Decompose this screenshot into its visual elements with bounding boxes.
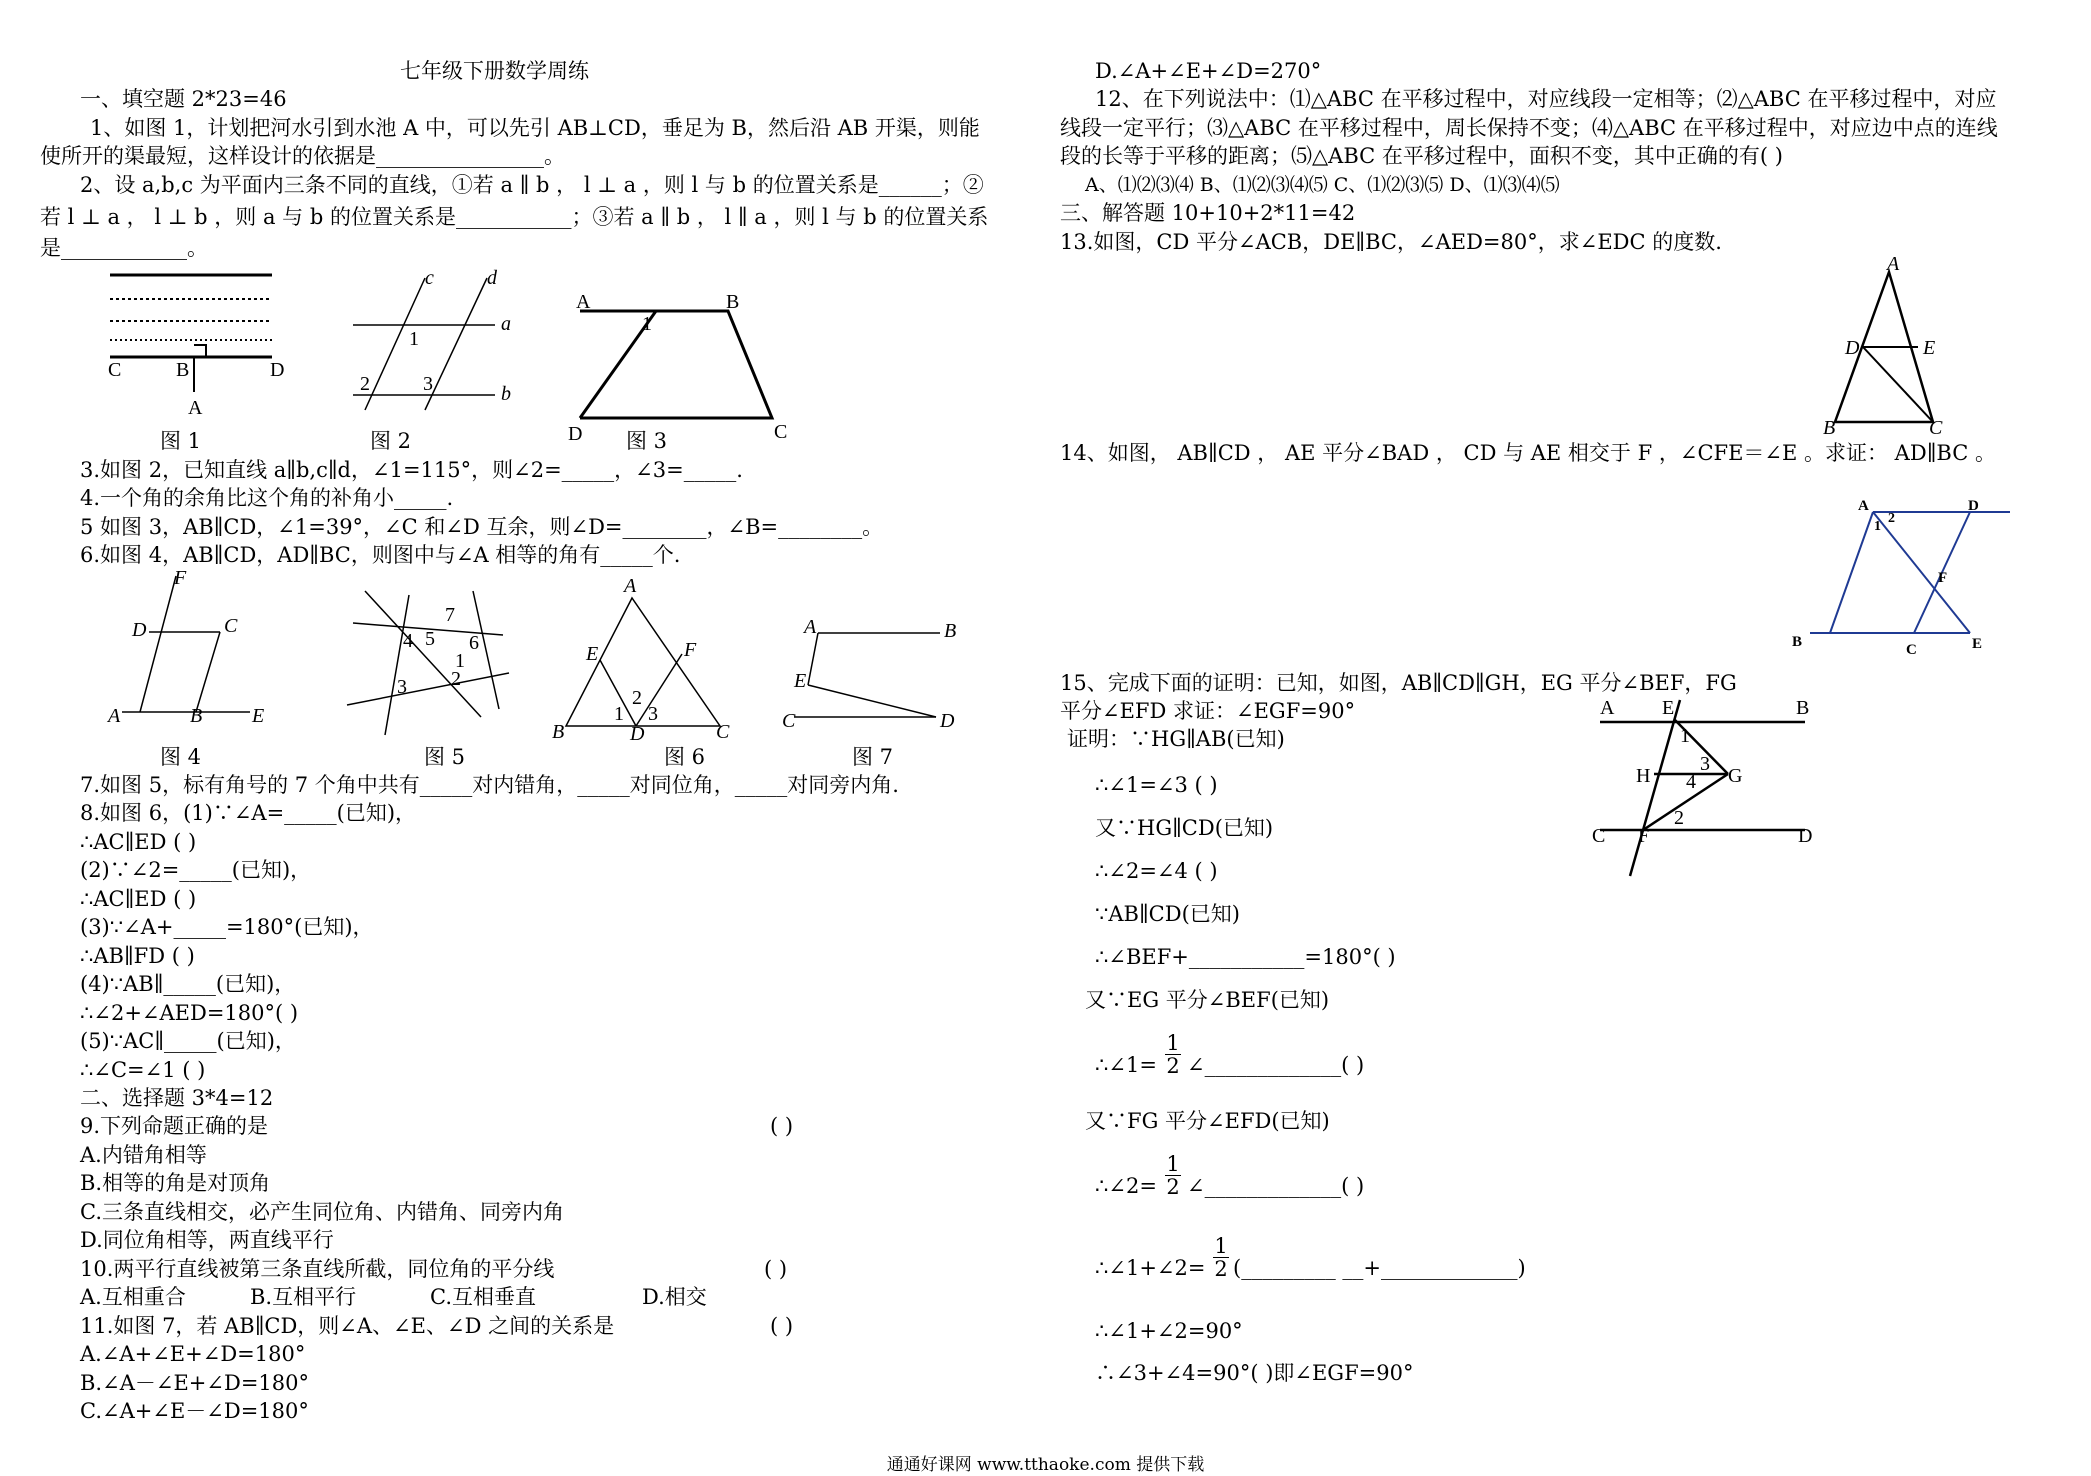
svg-text:2: 2 — [632, 687, 642, 709]
proof-line-11-lead: ∴∠1+∠2= — [1095, 1256, 1206, 1280]
question-10-option-b: B.互相平行 — [250, 1285, 357, 1309]
svg-text:C: C — [224, 615, 238, 637]
svg-text:H: H — [1636, 765, 1651, 787]
svg-text:b: b — [501, 383, 511, 405]
svg-text:E: E — [1923, 337, 1936, 359]
svg-text:1: 1 — [455, 650, 465, 672]
svg-text:B: B — [190, 705, 203, 727]
svg-text:2: 2 — [1888, 511, 1895, 526]
svg-text:C: C — [1592, 825, 1606, 847]
figure-2 — [345, 267, 545, 420]
svg-text:A: A — [624, 575, 637, 597]
proof-line-10-tail: ∠_____________( ) — [1187, 1174, 1365, 1198]
svg-text:C: C — [1906, 642, 1917, 658]
svg-text:3: 3 — [423, 373, 433, 395]
question-10-answer-paren: ( ) — [764, 1257, 788, 1281]
question-8-line-7: (4)∵AB∥_____(已知)， — [80, 972, 296, 996]
proof-line-11-tail: (_________ __+_____________) — [1233, 1256, 1526, 1280]
svg-text:A: A — [576, 291, 591, 313]
svg-text:A: A — [1858, 498, 1869, 514]
section-1-heading: 一、填空题 2*23=46 — [80, 87, 287, 111]
question-9-answer-paren: ( ) — [770, 1114, 794, 1138]
svg-text:2: 2 — [451, 668, 461, 690]
svg-text:F: F — [174, 567, 187, 589]
svg-text:4: 4 — [1686, 771, 1696, 793]
half-fraction-2-numerator: 1 — [1166, 1152, 1180, 1176]
proof-line-8-tail: ∠_____________( ) — [1187, 1053, 1365, 1077]
svg-text:c: c — [425, 267, 434, 289]
proof-line-8-lead: ∴∠1= — [1095, 1053, 1157, 1077]
svg-text:1: 1 — [409, 328, 419, 350]
question-8-line-8: ∴∠2+∠AED=180°( ) — [80, 1001, 299, 1025]
half-fraction-3 — [1213, 1235, 1229, 1280]
svg-text:2: 2 — [1674, 807, 1684, 829]
svg-text:C: C — [716, 721, 730, 743]
svg-text:G: G — [1728, 765, 1743, 787]
half-fraction-1-denominator: 2 — [1166, 1054, 1180, 1078]
svg-text:2: 2 — [360, 373, 370, 395]
svg-text:C: C — [782, 710, 796, 732]
figure-5-caption: 图 5 — [424, 745, 466, 769]
question-9: 9.下列命题正确的是 — [80, 1114, 269, 1138]
question-5: 5 如图 3，AB∥CD，∠1=39°，∠C 和∠D 互余，则∠D=________，∠B=________。 — [80, 515, 884, 539]
svg-text:1: 1 — [642, 313, 652, 335]
svg-text:A: A — [108, 705, 121, 727]
svg-text:1: 1 — [614, 703, 624, 725]
figure-4 — [100, 567, 280, 732]
question-11: 11.如图 7，若 AB∥CD，则∠A、∠E、∠D 之间的关系是 — [80, 1314, 615, 1338]
svg-text:B: B — [726, 291, 740, 313]
svg-text:F: F — [684, 639, 697, 661]
question-9-option-c: C.三条直线相交，必产生同位角、内错角、同旁内角 — [80, 1200, 564, 1224]
svg-text:5: 5 — [425, 628, 435, 650]
svg-text:3: 3 — [648, 703, 658, 725]
question-8-line-9: (5)∵AC∥_____(已知)， — [80, 1029, 296, 1053]
question-9-option-a: A.内错角相等 — [80, 1143, 207, 1167]
proof-line-5: ∵AB∥CD(已知) — [1095, 902, 1240, 926]
svg-text:B: B — [944, 620, 957, 642]
question-3: 3.如图 2，已知直线 a∥b,c∥d，∠1=115°，则∠2=_____，∠3=_____. — [80, 458, 743, 482]
svg-text:d: d — [487, 267, 497, 289]
question-8-line-6: ∴AB∥FD ( ) — [80, 944, 195, 968]
question-11-option-b: B.∠A－∠E+∠D=180° — [80, 1371, 310, 1395]
svg-text:3: 3 — [397, 676, 407, 698]
question-9-option-b: B.相等的角是对顶角 — [80, 1171, 271, 1195]
figure-2-caption: 图 2 — [370, 429, 412, 453]
svg-text:D: D — [568, 423, 583, 445]
svg-text:C: C — [108, 359, 122, 381]
half-fraction-3-numerator: 1 — [1214, 1234, 1228, 1258]
question-1-line-1: 1、如图 1，计划把河水引到水池 A 中，可以先引 AB⊥CD，垂足为 B，然后沿 AB 开渠，则能 — [90, 116, 980, 140]
question-11-option-d: D.∠A+∠E+∠D=270° — [1095, 59, 1322, 83]
section-2-heading: 二、选择题 3*4=12 — [80, 1086, 274, 1110]
question-2-line-2: 若 l ⊥ a ， l ⊥ b ，则 a 与 b 的位置关系是___________；③若 a ∥ b ， l ∥ a ，则 l 与 b 的位置关系 — [40, 205, 989, 229]
figure-7-caption: 图 7 — [852, 745, 894, 769]
svg-text:E: E — [1662, 697, 1675, 719]
question-12-options: A、⑴⑵⑶⑷ B、⑴⑵⑶⑷⑸ C、⑴⑵⑶⑸ D、⑴⑶⑷⑸ — [1085, 174, 1560, 196]
svg-text:F: F — [1938, 570, 1948, 586]
svg-text:6: 6 — [469, 632, 479, 654]
half-fraction-3-denominator: 2 — [1214, 1257, 1228, 1281]
question-8-line-5: (3)∵∠A+_____=180°(已知)， — [80, 915, 374, 939]
question-14: 14、如图， AB∥CD ， AE 平分∠BAD ， CD 与 AE 相交于 F ，∠CFE＝∠E 。求证： AD∥BC 。 — [1060, 441, 1996, 465]
svg-text:D: D — [270, 359, 285, 381]
proof-line-2: ∴∠1=∠3 ( ) — [1095, 773, 1218, 797]
svg-text:7: 7 — [445, 604, 455, 626]
question-11-option-c: C.∠A+∠E－∠D=180° — [80, 1399, 309, 1423]
question-7: 7.如图 5，标有角号的 7 个角中共有_____对内错角，_____对同位角，_____对同旁内角. — [80, 773, 899, 797]
proof-line-3: 又∵HG∥CD(已知) — [1095, 816, 1274, 840]
question-4: 4.一个角的余角比这个角的补角小_____. — [80, 486, 454, 510]
svg-text:1: 1 — [1680, 725, 1690, 747]
svg-text:B: B — [176, 359, 190, 381]
svg-text:E: E — [1972, 636, 1983, 652]
half-fraction-1 — [1165, 1032, 1181, 1077]
svg-text:C: C — [774, 421, 788, 443]
proof-line-1: 证明：∵HG∥AB(已知) — [1067, 727, 1285, 751]
question-2-line-1: 2、设 a,b,c 为平面内三条不同的直线，①若 a ∥ b ， l ⊥ a ，则 l 与 b 的位置关系是______；② — [80, 173, 984, 197]
question-8-line-1: 8.如图 6，(1)∵∠A=_____(已知)， — [80, 801, 417, 825]
question-8-line-3: (2)∵∠2=_____(已知)， — [80, 858, 312, 882]
question-9-option-d: D.同位角相等，两直线平行 — [80, 1228, 334, 1252]
svg-text:B: B — [1796, 697, 1810, 719]
question-8-line-10: ∴∠C=∠1 ( ) — [80, 1058, 206, 1082]
svg-text:D: D — [1798, 825, 1813, 847]
svg-text:A: A — [1887, 253, 1900, 275]
figure-3-caption: 图 3 — [626, 429, 668, 453]
question-8-line-2: ∴AC∥ED ( ) — [80, 830, 197, 854]
svg-text:A: A — [804, 616, 817, 638]
svg-text:3: 3 — [1700, 753, 1710, 775]
svg-text:1: 1 — [1874, 519, 1881, 534]
question-15-line-2: 平分∠EFD 求证：∠EGF=90° — [1060, 699, 1356, 723]
question-11-answer-paren: ( ) — [770, 1314, 794, 1338]
page-title: 七年级下册数学周练 — [400, 59, 589, 83]
figure-6 — [548, 575, 730, 745]
svg-text:B: B — [1792, 634, 1803, 650]
svg-text:E: E — [794, 670, 807, 692]
svg-text:D: D — [1968, 498, 1979, 514]
svg-text:D: D — [940, 710, 955, 732]
figure-1 — [100, 272, 300, 422]
figure-6-caption: 图 6 — [664, 745, 706, 769]
proof-line-6: ∴∠BEF+___________=180°( ) — [1095, 945, 1396, 969]
proof-line-4: ∴∠2=∠4 ( ) — [1095, 859, 1218, 883]
question-15-line-1: 15、完成下面的证明：已知，如图，AB∥CD∥GH，EG 平分∠BEF，FG — [1060, 671, 1737, 695]
question-10: 10.两平行直线被第三条直线所截，同位角的平分线 — [80, 1257, 555, 1281]
question-12-line-1: 12、在下列说法中：⑴△ABC 在平移过程中，对应线段一定相等；⑵△ABC 在平移过程中，对应 — [1095, 87, 1997, 111]
question-12-line-3: 段的长等于平移的距离；⑸△ABC 在平移过程中，面积不变，其中正确的有( ) — [1060, 144, 1783, 168]
half-fraction-2-denominator: 2 — [1166, 1175, 1180, 1199]
question-1-line-2: 使所开的渠最短，这样设计的依据是________________。 — [40, 144, 565, 168]
question-8-line-4: ∴AC∥ED ( ) — [80, 887, 197, 911]
svg-text:A: A — [188, 397, 203, 419]
svg-text:B: B — [552, 721, 565, 743]
svg-text:C: C — [1929, 417, 1943, 439]
proof-line-10-lead: ∴∠2= — [1095, 1174, 1157, 1198]
figure-1-caption: 图 1 — [160, 429, 202, 453]
figure-5 — [345, 585, 525, 745]
proof-line-12: ∴∠1+∠2=90° — [1095, 1319, 1243, 1343]
svg-text:D: D — [630, 723, 645, 745]
question-11-option-a: A.∠A+∠E+∠D=180° — [80, 1342, 306, 1366]
svg-text:4: 4 — [403, 630, 413, 652]
proof-line-7: 又∵EG 平分∠BEF(已知) — [1085, 988, 1330, 1012]
half-fraction-2 — [1165, 1153, 1181, 1198]
question-10-option-d: D.相交 — [642, 1285, 707, 1309]
page-footer: 通通好课网 www.tthaoke.com 提供下载 — [886, 1455, 1205, 1475]
svg-text:E: E — [586, 643, 599, 665]
figure-4-caption: 图 4 — [160, 745, 202, 769]
proof-line-9: 又∵FG 平分∠EFD(已知) — [1085, 1109, 1330, 1133]
svg-text:D: D — [1845, 337, 1860, 359]
question-6: 6.如图 4，AB∥CD，AD∥BC，则图中与∠A 相等的角有_____个. — [80, 543, 681, 567]
svg-text:E: E — [252, 705, 265, 727]
question-10-option-c: C.互相垂直 — [430, 1285, 536, 1309]
figure-q15 — [1590, 690, 1820, 880]
question-2-line-3: 是____________。 — [40, 236, 208, 260]
svg-text:A: A — [1600, 697, 1615, 719]
svg-text:a: a — [501, 313, 511, 335]
half-fraction-1-numerator: 1 — [1166, 1031, 1180, 1055]
question-10-option-a: A.互相重合 — [80, 1285, 186, 1309]
proof-line-13: ∴∠3+∠4=90°( )即∠EGF=90° — [1095, 1361, 1414, 1385]
question-12-line-2: 线段一定平行；⑶△ABC 在平移过程中，周长保持不变；⑷△ABC 在平移过程中，对应边中点的连线 — [1060, 116, 1998, 140]
figure-q14-parallelogram — [1790, 498, 2020, 658]
svg-text:B: B — [1823, 417, 1836, 439]
question-13: 13.如图，CD 平分∠ACB，DE∥BC，∠AED=80°，求∠EDC 的度数. — [1060, 230, 1722, 254]
svg-text:D: D — [132, 619, 147, 641]
section-3-heading: 三、解答题 10+10+2*11=42 — [1060, 201, 1356, 225]
figure-q13-triangle — [1823, 253, 1963, 442]
svg-text:F: F — [1638, 825, 1650, 847]
